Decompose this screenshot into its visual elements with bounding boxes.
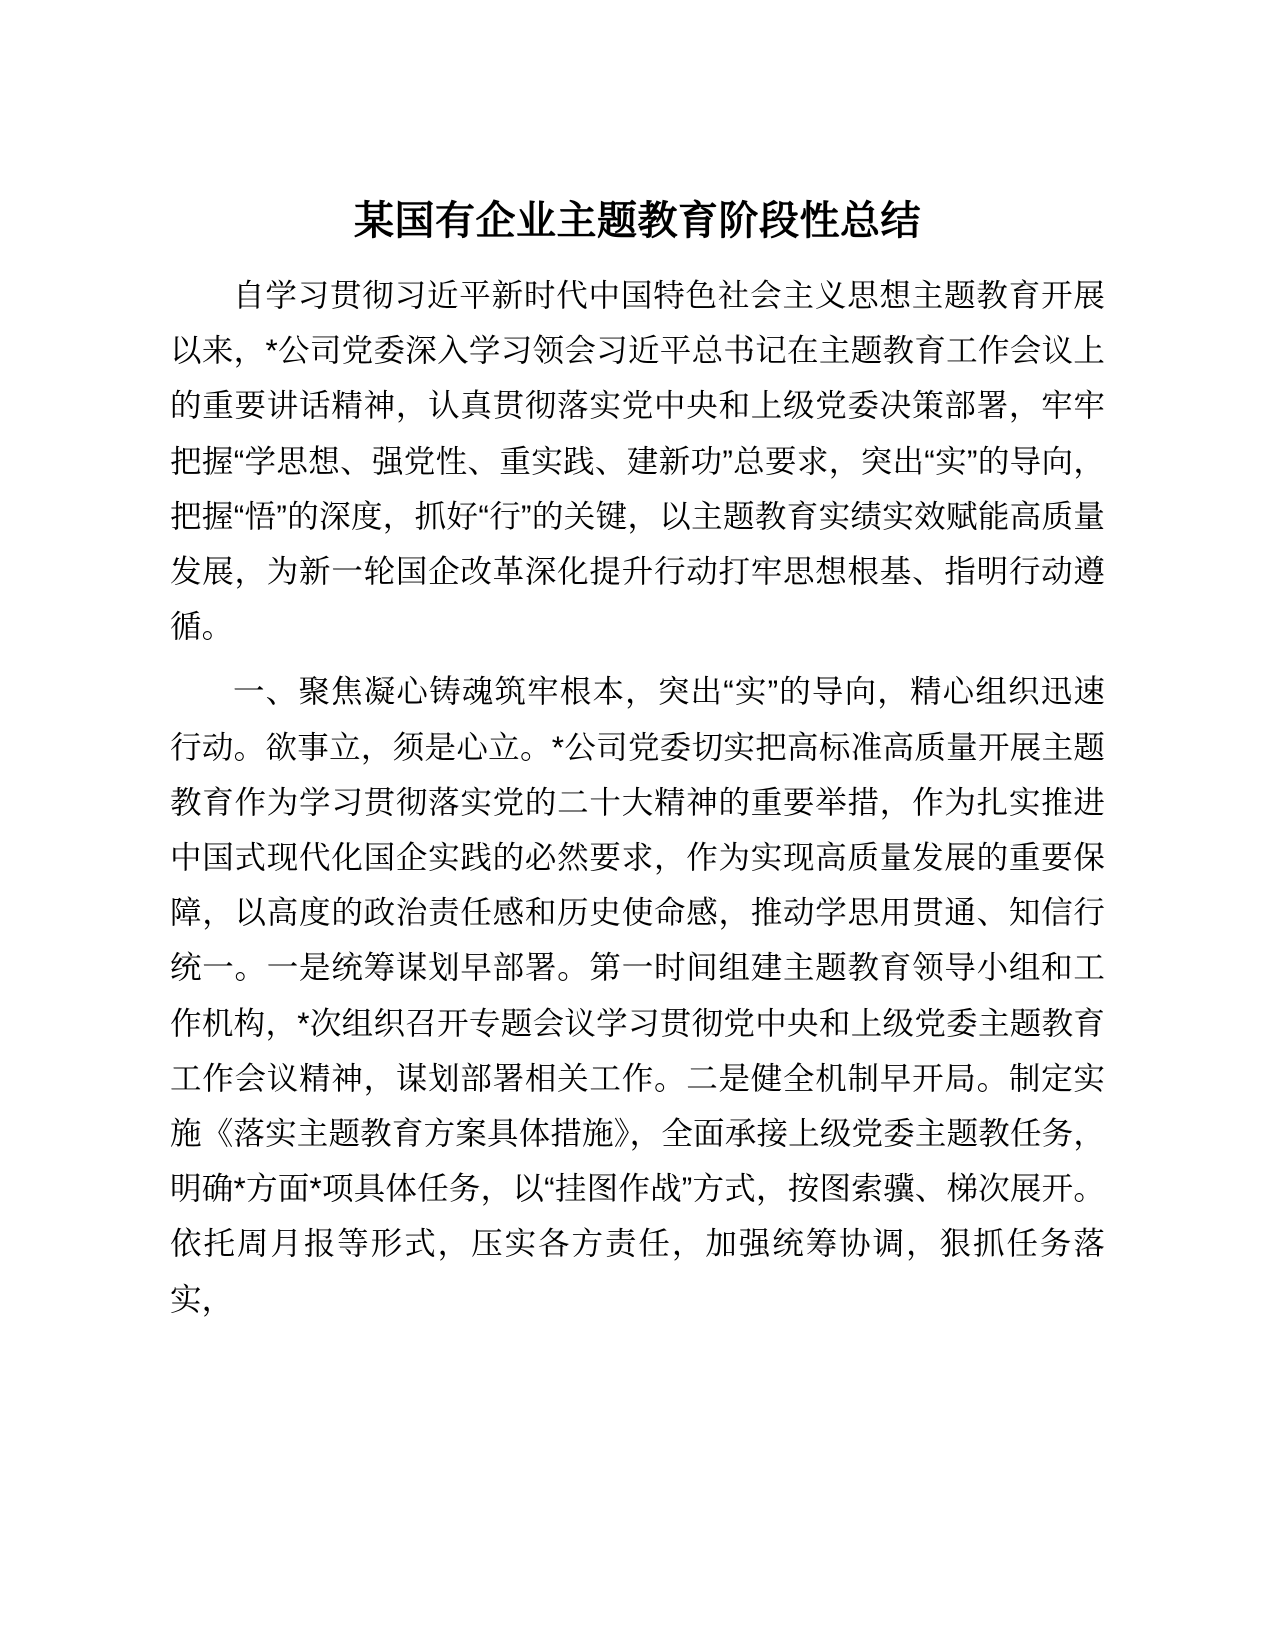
body-paragraph-1: 自学习贯彻习近平新时代中国特色社会主义思想主题教育开展以来，*公司党委深入学习领会习近平总书记在主题教育工作会议上的重要讲话精神，认真贯彻落实党中央和上级党委决策部署，牢牢把握“学思想、强党性、重实践、建新功”总要求，突出“实”的导向，把握“悟”的深度，抓好“行”的关键，以主题教育实绩实效赋能高质量发展，为新一轮国企改革深化提升行动打牢思想根基、指明行动遵循。: [170, 277, 1105, 645]
document-body: [170, 268, 1105, 1327]
body-paragraph-2: 一、聚焦凝心铸魂筑牢根本，突出“实”的导向，精心组织迅速行动。欲事立，须是心立。*公司党委切实把高标准高质量开展主题教育作为学习贯彻落实党的二十大精神的重要举措，作为扎实推进中国式现代化国企实践的必然要求，作为实现高质量发展的重要保障，以高度的政治责任感和历史使命感，推动学思用贯通、知信行统一。一是统筹谋划早部署。第一时间组建主题教育领导小组和工作机构，*次组织召开专题会议学习贯彻党中央和上级党委主题教育工作会议精神，谋划部署相关工作。二是健全机制早开局。制定实施《落实主题教育方案具体措施》，全面承接上级党委主题教任务，明确*方面*项具体任务，以“挂图作战”方式，按图索骥、梯次展开。依托周月报等形式，压实各方责任，加强统筹协调，狠抓任务落实，: [170, 673, 1105, 1317]
page-title: 某国有企业主题教育阶段性总结: [354, 199, 921, 243]
